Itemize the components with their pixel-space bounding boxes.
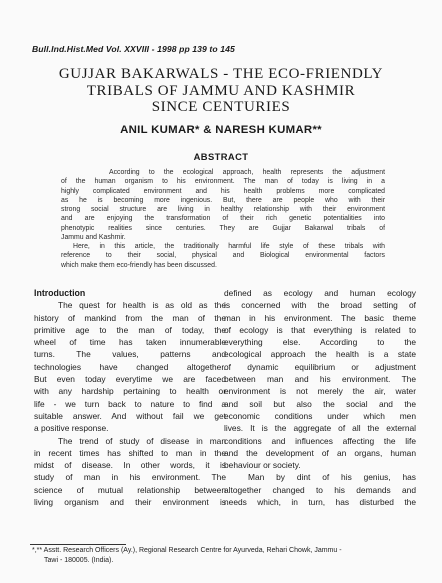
body-line: needs which, in turn, has disturbed the (224, 497, 416, 508)
footnote-line: *,** Asstt. Research Officers (Ay.), Regional Research Centre for Ayurveda, Rehari Chowk, Jammu - (32, 547, 342, 554)
article-title (20, 66, 422, 116)
title-line: SINCE CENTURIES (151, 99, 291, 116)
body-line: midst of disease. In other words, it is (34, 460, 226, 471)
body-line: a positive response. (34, 423, 109, 434)
footnote-divider (30, 544, 126, 545)
abstract-heading: ABSTRACT (193, 151, 249, 162)
title-line: TRIBALS OF JAMMU AND KASHMIR (86, 82, 356, 99)
body-line: Man by dint of his genius, has (248, 472, 416, 483)
body-line: study of man in his environment. The (34, 472, 226, 483)
body-line: behaviour or society. (224, 460, 301, 471)
abstract-text (61, 168, 385, 270)
footnote (32, 546, 420, 566)
body-line: lives. It is the aggregate of all the external (224, 423, 416, 434)
body-line: conditions and influences affecting the life (224, 435, 416, 446)
abstract-line: Jammu and Kashmir. (61, 233, 126, 241)
section-heading-introduction: Introduction (34, 288, 86, 298)
body-line: suitable answer. And without fail we get (34, 410, 226, 421)
body-line: of ecology is that everything is related to (224, 324, 416, 335)
body-line: man in his environment. The basic theme (224, 312, 416, 323)
body-line: primitive age to the man of today, the (34, 324, 226, 335)
body-line: But even today everytime we are faced (34, 374, 226, 385)
body-line: environment is not merely the air, water (224, 386, 416, 397)
body-line: economic conditions under which men (224, 410, 416, 421)
body-line: science of mutual relationship between (34, 484, 226, 495)
body-line: The quest for health is as old as the (58, 300, 226, 311)
abstract-line: highly complicated environment and his health problems more complicated (61, 187, 385, 195)
body-line: altogether changed to his demands and (224, 484, 416, 495)
body-column-right (224, 287, 416, 508)
body-line: between man and his environment. The (224, 374, 416, 385)
abstract-line: and are enjoying the transformation of their rich genetic potentialities into (61, 215, 385, 223)
abstract-line: phenotypic realities since centuries. They are Gujjar Bakarwal tribals of (61, 224, 385, 232)
title-line: GUJJAR BAKARWALS - THE ECO-FRIENDLY (58, 66, 384, 82)
body-line: is concerned with the broad setting of (224, 300, 416, 311)
body-line: wheel of time has taken innumerable (34, 337, 226, 348)
journal-reference: Bull.Ind.Hist.Med Vol. XXVIII - 1998 pp 139 to 145 (32, 44, 235, 54)
body-line: The trend of study of disease in man (58, 435, 226, 446)
body-line: turns. The values, patterns and (34, 349, 226, 360)
body-line: history of mankind from the man of the (34, 312, 226, 323)
abstract-line: as he is becoming more ingenious. But, there are people who with their (61, 196, 385, 204)
authors-line: ANIL KUMAR* & NARESH KUMAR** (120, 124, 322, 136)
body-line: of dynamic equilibrium or adjustment (224, 361, 416, 372)
body-line: ecological approach the health is a state (224, 349, 416, 360)
abstract-line: which make them eco-friendly has been discussed. (61, 261, 217, 269)
body-line: and the development of an organs, human (224, 447, 416, 458)
body-line: and soil but also the social and the (224, 398, 416, 409)
abstract-line: of the human organism to his environment. The man of today is living in a (61, 178, 385, 186)
body-line: with any hardship pertaining to health or (34, 386, 226, 397)
body-line: technologies have changed altogether. (34, 361, 226, 372)
abstract-line: reference to their social, physical and Biological environmental factors (61, 252, 385, 260)
abstract-line: strong social structure are living in healthy relationship with their environment (61, 206, 385, 213)
body-column-left (34, 287, 226, 508)
footnote-line: Tawi - 180005. (India). (44, 557, 114, 564)
abstract-line: Here, in this article, the traditionally harmful life style of these tribals with (73, 243, 385, 250)
body-line: everything else. According to the (224, 337, 416, 348)
body-line: defined as ecology and human ecology (224, 288, 416, 298)
body-line: living organism and their environment is (34, 497, 226, 508)
body-line: life - we turn back to nature to find a (34, 398, 226, 409)
abstract-line: According to the ecological approach, health represents the adjustment (109, 169, 385, 176)
body-line: in recent times has shifted to man in the (34, 447, 226, 458)
